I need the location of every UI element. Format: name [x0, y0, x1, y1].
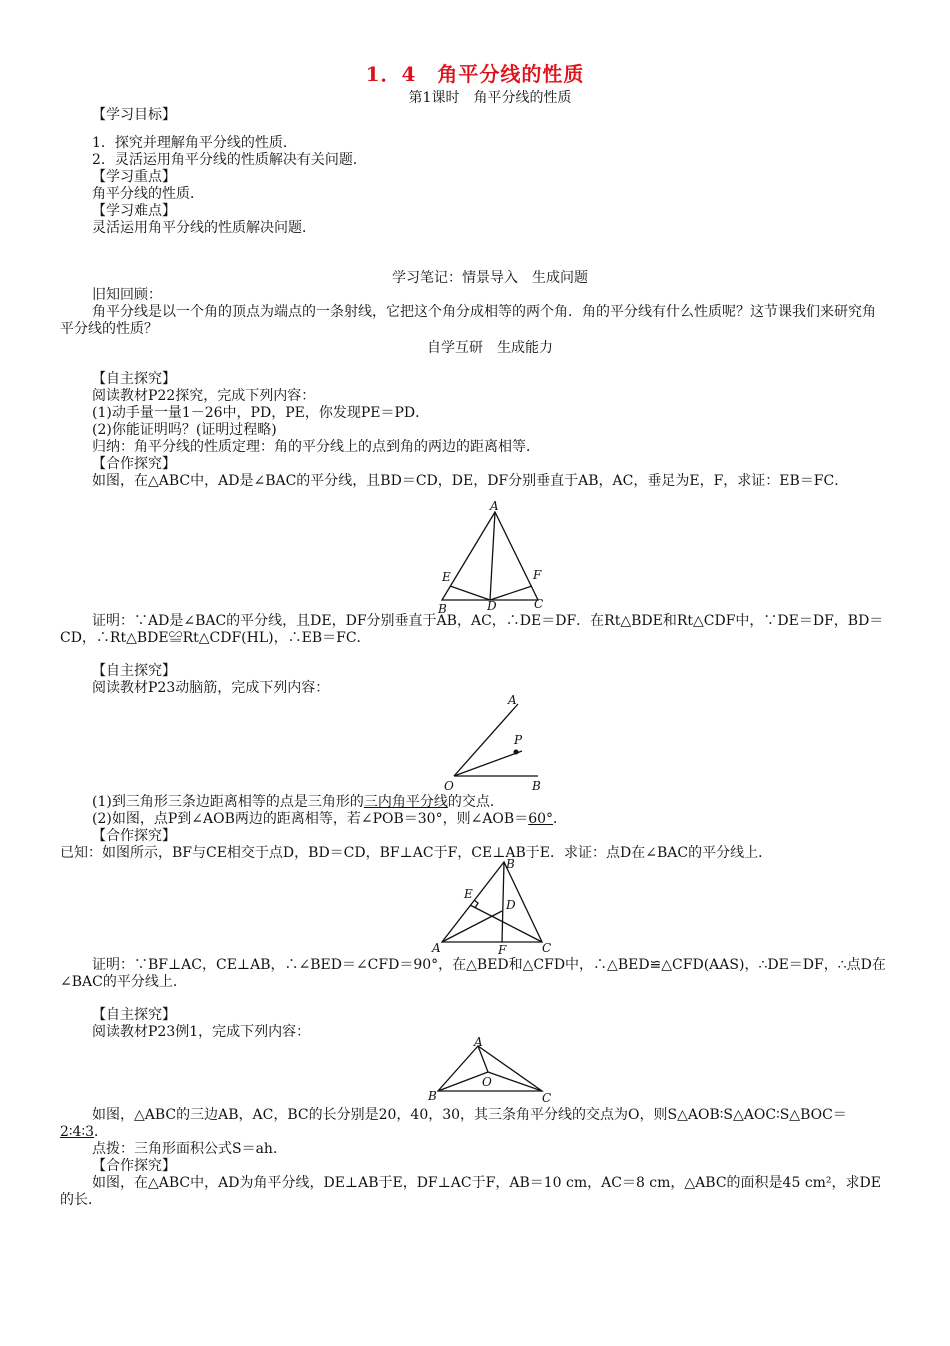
angle-figure: [436, 692, 556, 792]
label-B: B: [532, 779, 541, 792]
label-E: E: [442, 570, 451, 584]
difficulty-text: 灵活运用角平分线的性质解决问题．: [92, 220, 316, 236]
answer-blank: 60°: [528, 811, 554, 827]
explore-heading: 【自主探究】: [92, 1007, 176, 1023]
answer-blank: 三内角平分线: [363, 794, 448, 810]
label-E: E: [464, 887, 473, 901]
self-study-heading: 自学互研 生成能力: [427, 340, 553, 356]
label-A: A: [490, 500, 499, 513]
cooperate-heading: 【合作探究】: [92, 828, 176, 844]
label-O: O: [444, 779, 454, 792]
label-A: A: [474, 1036, 483, 1049]
label-C: C: [542, 1091, 552, 1102]
question-1: (1)动手量一量1－26中，PD，PE，你发现PE＝PD．: [92, 405, 430, 421]
label-C: C: [534, 597, 544, 611]
cooperate-heading: 【合作探究】: [92, 456, 176, 472]
point-p: [514, 750, 519, 755]
label-A: A: [432, 941, 441, 955]
label-F: F: [498, 943, 507, 956]
label-O: O: [482, 1075, 492, 1089]
answer-blank: 2∶4∶3: [60, 1124, 95, 1140]
read-instruction: 阅读教材P23例1，完成下列内容：: [92, 1024, 311, 1040]
lesson-subtitle: 第1课时 角平分线的性质: [408, 90, 572, 106]
question-1: (1)到三角形三条边距离相等的点是三角形的三内角平分线的交点．: [92, 794, 504, 810]
goal-item: 1．探究并理解角平分线的性质．: [92, 135, 297, 151]
label-F: F: [533, 568, 542, 582]
label-B: B: [438, 602, 447, 616]
problem-text: 如图，在△ABC中，AD是∠BAC的平分线，且BD＝CD，DE，DF分别垂直于AB，AC，垂足为E，F，求证：EB＝FC．: [92, 473, 849, 489]
problem-text: 如图，在△ABC中，AD为角平分线，DE⊥AB于E，DF⊥AC于F，AB＝10 cm，AC＝8 cm，△ABC的面积是45 cm²，求DE的长．: [60, 1175, 881, 1208]
review-text: 角平分线是以一个角的顶点为端点的一条射线，它把这个角分成相等的两个角．角的平分线有什么性质呢？这节课我们来研究角平分线的性质？: [60, 304, 876, 337]
label-B: B: [428, 1089, 437, 1102]
question-2: (2)如图，点P到∠AOB两边的距离相等，若∠POB＝30°，则∠AOB＝60°．: [92, 811, 568, 827]
explore-heading: 【自主探究】: [92, 371, 176, 387]
notes-heading: 学习笔记：情景导入 生成问题: [392, 270, 588, 286]
label-D: D: [506, 898, 516, 912]
triangle-figure-2: [430, 856, 560, 956]
problem-text: 已知：如图所示，BF与CE相交于点D，BD＝CD，BF⊥AC于F，CE⊥AB于E．求证：点D在∠BAC的平分线上．: [60, 845, 773, 861]
goal-item: 2．灵活运用角平分线的性质解决有关问题．: [92, 152, 367, 168]
hint-text: 点拨：三角形面积公式S＝ah．: [92, 1141, 287, 1157]
goals-heading: 【学习目标】: [92, 107, 176, 123]
cooperate-heading: 【合作探究】: [92, 1158, 176, 1174]
label-A: A: [508, 693, 517, 707]
read-instruction: 阅读教材P23动脑筋，完成下列内容：: [92, 680, 330, 696]
label-P: P: [514, 733, 523, 747]
explore-heading: 【自主探究】: [92, 663, 176, 679]
problem-text: 如图，△ABC的三边AB，AC，BC的长分别是20，40，30，其三条角平分线的交点为O，则S△AOB∶S△AOC∶S△BOC＝2∶4∶3．: [60, 1107, 847, 1140]
page-title: 1．4 角平分线的性质: [365, 62, 585, 86]
key-heading: 【学习重点】: [92, 169, 176, 185]
label-B: B: [506, 857, 515, 871]
triangle-figure-1: [430, 500, 560, 616]
key-text: 角平分线的性质．: [92, 186, 204, 202]
question-2: (2)你能证明吗？(证明过程略): [92, 422, 277, 438]
triangle-figure-3: [426, 1036, 560, 1102]
proof-text: 证明：∵BF⊥AC，CE⊥AB，∴∠BED＝∠CFD＝90°，在△BED和△CFD中，∴△BED≌△CFD(AAS)，∴DE＝DF，∴点D在∠BAC的平分线上．: [60, 957, 886, 990]
difficulty-heading: 【学习难点】: [92, 203, 176, 219]
review-label: 旧知回顾：: [92, 287, 162, 303]
label-D: D: [487, 599, 497, 613]
proof-text: 证明：∵AD是∠BAC的平分线，且DE，DF分别垂直于AB，AC，∴DE＝DF．在Rt△BDE和Rt△CDF中，∵DE＝DF，BD＝CD，∴Rt△BDE≌Rt△CDF(HL)，∴EB＝FC．: [60, 613, 884, 646]
label-C: C: [542, 941, 552, 955]
summary: 归纳：角平分线的性质定理：角的平分线上的点到角的两边的距离相等．: [92, 439, 540, 455]
read-instruction: 阅读教材P22探究，完成下列内容：: [92, 388, 316, 404]
